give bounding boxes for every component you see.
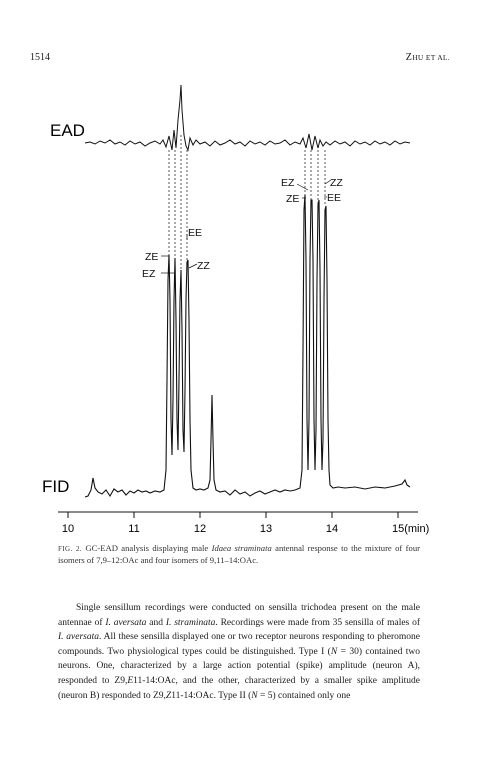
figure-caption: FIG. 2. GC-EAD analysis displaying male Idaea straminata antennal response to the mixture of four isomers of 7,9–12:OAc and four isomers of 9,11–14:OAc. [58,543,420,565]
fid-label: FID [42,477,70,496]
x-tick-label: 12 [193,523,207,535]
x-tick-label: 10 [61,523,75,535]
page-header [30,52,450,66]
peak-label-zz-right: ZZ [330,177,343,189]
gc-ead-figure [0,70,480,540]
running-head: ZHU ET AL. [405,52,450,63]
peak-label-ez-left: EZ [142,268,156,280]
fid-trace [85,195,410,497]
peak-label-ez-right: EZ [281,177,295,189]
peak-connector-lines [169,135,325,270]
x-tick-label: 13 [259,523,273,535]
paragraph: Single sensillum recordings were conducted on sensilla trichodea present on the male antennae of I. aversata and I. straminata. Recordings were made from 35 sensilla of males of I. aversata. All these sensilla displayed one or two receptor neurons responding to pheromone compounds. Two physiological types could be distinguished. Type I (N = 30) contained two neurons. One, characterized by a large action potential (spike) amplitude (neuron A), responded to Z9,E11-14:OAc, and the other, characterized by a smaller spike amplitude (neuron B) responded to Z9,Z11-14:OAc. Type II (N = 5) contained only one [58,603,421,701]
body-text [58,601,420,703]
peak-label-ee-right: EE [327,192,342,204]
peak-label-ze-right: ZE [286,193,300,205]
time-axis-ticks [62,512,429,535]
peak-label-ee-left: EE [188,227,203,239]
x-tick-label: 15(min) [392,523,430,535]
x-tick-label: 11 [128,523,140,535]
page-number: 1514 [30,52,50,63]
ead-label: EAD [50,121,85,140]
ead-trace [85,85,410,150]
x-tick-label: 14 [325,523,339,535]
peak-label-ze-left: ZE [145,251,159,263]
peak-label-zz-left: ZZ [197,260,210,272]
